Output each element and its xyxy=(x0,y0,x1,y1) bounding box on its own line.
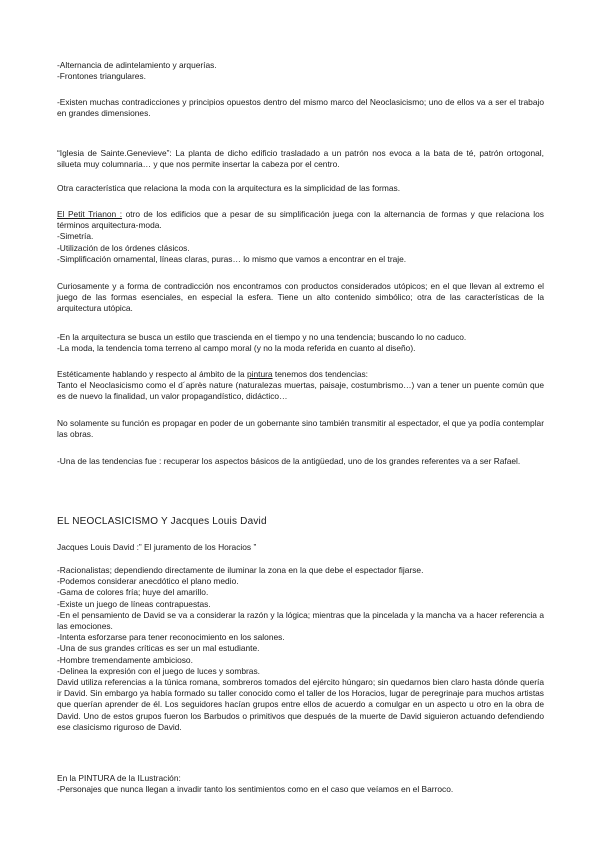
list-item: -La moda, la tendencia toma terreno al campo moral (y no la moda referida en cuanto al diseño). xyxy=(57,343,416,354)
list-item: -Personajes que nunca llegan a invadir tanto los sentimientos como en el caso que veíamos en el Barroco. xyxy=(57,784,454,795)
paragraph-petit-trianon: El Petit Trianon : otro de los edificios que a pesar de su simplificación juega con la alternancia de formas y que relaciona los términos arquitectura-moda. -Simetría. -Utilización de los órdenes clásicos. -Simplificación ornamental, líneas claras, puras… lo mismo que vamos a encontrar en el traje. xyxy=(57,209,544,264)
list-item: -Existe un juego de líneas contrapuestas. xyxy=(57,598,211,609)
list-item: -Una de sus grandes críticas es ser un mal estudiante. xyxy=(57,643,260,654)
section-heading: EL NEOCLASICISMO Y Jacques Louis David xyxy=(57,516,267,527)
paragraph-simplicidad: Otra característica que relaciona la moda con la arquitectura es la simplicidad de las formas. xyxy=(57,183,401,193)
list-item: -Simplificación ornamental, líneas claras, puras… lo mismo que vamos a encontrar en el traje. xyxy=(57,253,407,264)
paragraph-esteticamente: Estéticamente hablando y respecto al ámbito de la pintura tenemos dos tendencias: Tanto el Neoclasicismo como el d´après nature (naturalezas muertas, paisaje, costumbrismo…) van a tener un puente común que es de nuevo la finalidad, un valor propagandístico, didáctico… xyxy=(57,369,544,402)
ilustracion-heading: En la PINTURA de la ILustración: xyxy=(57,773,181,783)
petit-trianon-label: El Petit Trianon : xyxy=(57,209,123,219)
paragraph-rafael: -Una de las tendencias fue : recuperar los aspectos básicos de la antigüedad, uno de los grandes referentes va a ser Rafael. xyxy=(57,456,521,466)
list-item: -Racionalistas; dependiendo directamente de iluminar la zona en la que debe el espectador fijarse. xyxy=(57,565,424,575)
pintura-underlined: pintura xyxy=(246,369,273,379)
paragraph-david: David utiliza referencias a la túnica romana, sombreros tomados del ejército húngaro; sin quedarnos bien claro hasta dónde quería ir David. Sin embargo ya había formado su taller conocido como el taller de los Horacios, lugar de peregrinaje para muchos artistas que querían aprender de él. Los seguidores hacían grupos entre ellos de acuerdo a comulgar en un aspecto u otro en la obra de David. Uno de estos grupos fueron los Barbudos o primitivos que después de la muerte de David siguieron actuando defendiendo ese clasicismo riguroso de David. xyxy=(57,677,544,732)
list-item: -Intenta esforzarse para tener reconocimiento en los salones. xyxy=(57,632,285,643)
subheading-horacios: Jacques Louis David :” El juramento de los Horacios ” xyxy=(57,542,257,552)
paragraph-funcion: No solamente su función es propagar en poder de un gobernante sino también transmitir al espectador, el que ya podía contemplar las obras. xyxy=(57,418,544,440)
list-item: -Frontones triangulares. xyxy=(57,71,146,82)
ilustracion-section xyxy=(57,773,544,795)
list-item: -Gama de colores fría; huye del amarillo. xyxy=(57,587,209,598)
list-item: -En el pensamiento de David se va a considerar la razón y la lógica; mientras que la pincelada y la mancha va a hacer referencia a las emociones. xyxy=(57,609,544,632)
list-item: -Utilización de los órdenes clásicos. xyxy=(57,242,190,253)
list-item: -Simetría. xyxy=(57,231,94,242)
list-item: -En la arquitectura se busca un estilo que trascienda en el tiempo y no una tendencia; buscando lo no caduco. xyxy=(57,332,467,342)
list-item: -Podemos considerar anecdótico el plano medio. xyxy=(57,576,239,587)
paragraph-utopicos: Curiosamente y a forma de contradicción nos encontramos con productos considerados utópicos; en el que llevan al extremo el juego de las formas esenciales, en especial la esfera. Tiene un alto contenido simbólico; otra de las características de la arquitectura utópica. xyxy=(57,281,544,314)
paragraph-sainte-genevieve: “Iglesia de Sainte.Genevieve”: La planta de dicho edificio trasladado a un patrón nos evoca a la bata de té, patrón ortogonal, silueta muy columnaria… y que nos permite insertar la cabeza por el centro. xyxy=(57,148,544,170)
list-item: -Alternancia de adintelamiento y arquerías. xyxy=(57,60,217,70)
paragraph-contradicciones: -Existen muchas contradicciones y principios opuestos dentro del mismo marco del Neoclasicismo; uno de ellos va a ser el trabajo en grandes dimensiones. xyxy=(57,97,544,119)
list-item: -Delinea la expresión con el juego de luces y sombras. xyxy=(57,665,260,676)
tendency-list xyxy=(57,332,544,354)
david-list xyxy=(57,565,544,733)
architecture-list xyxy=(57,60,544,82)
list-item: -Hombre tremendamente ambicioso. xyxy=(57,654,193,665)
